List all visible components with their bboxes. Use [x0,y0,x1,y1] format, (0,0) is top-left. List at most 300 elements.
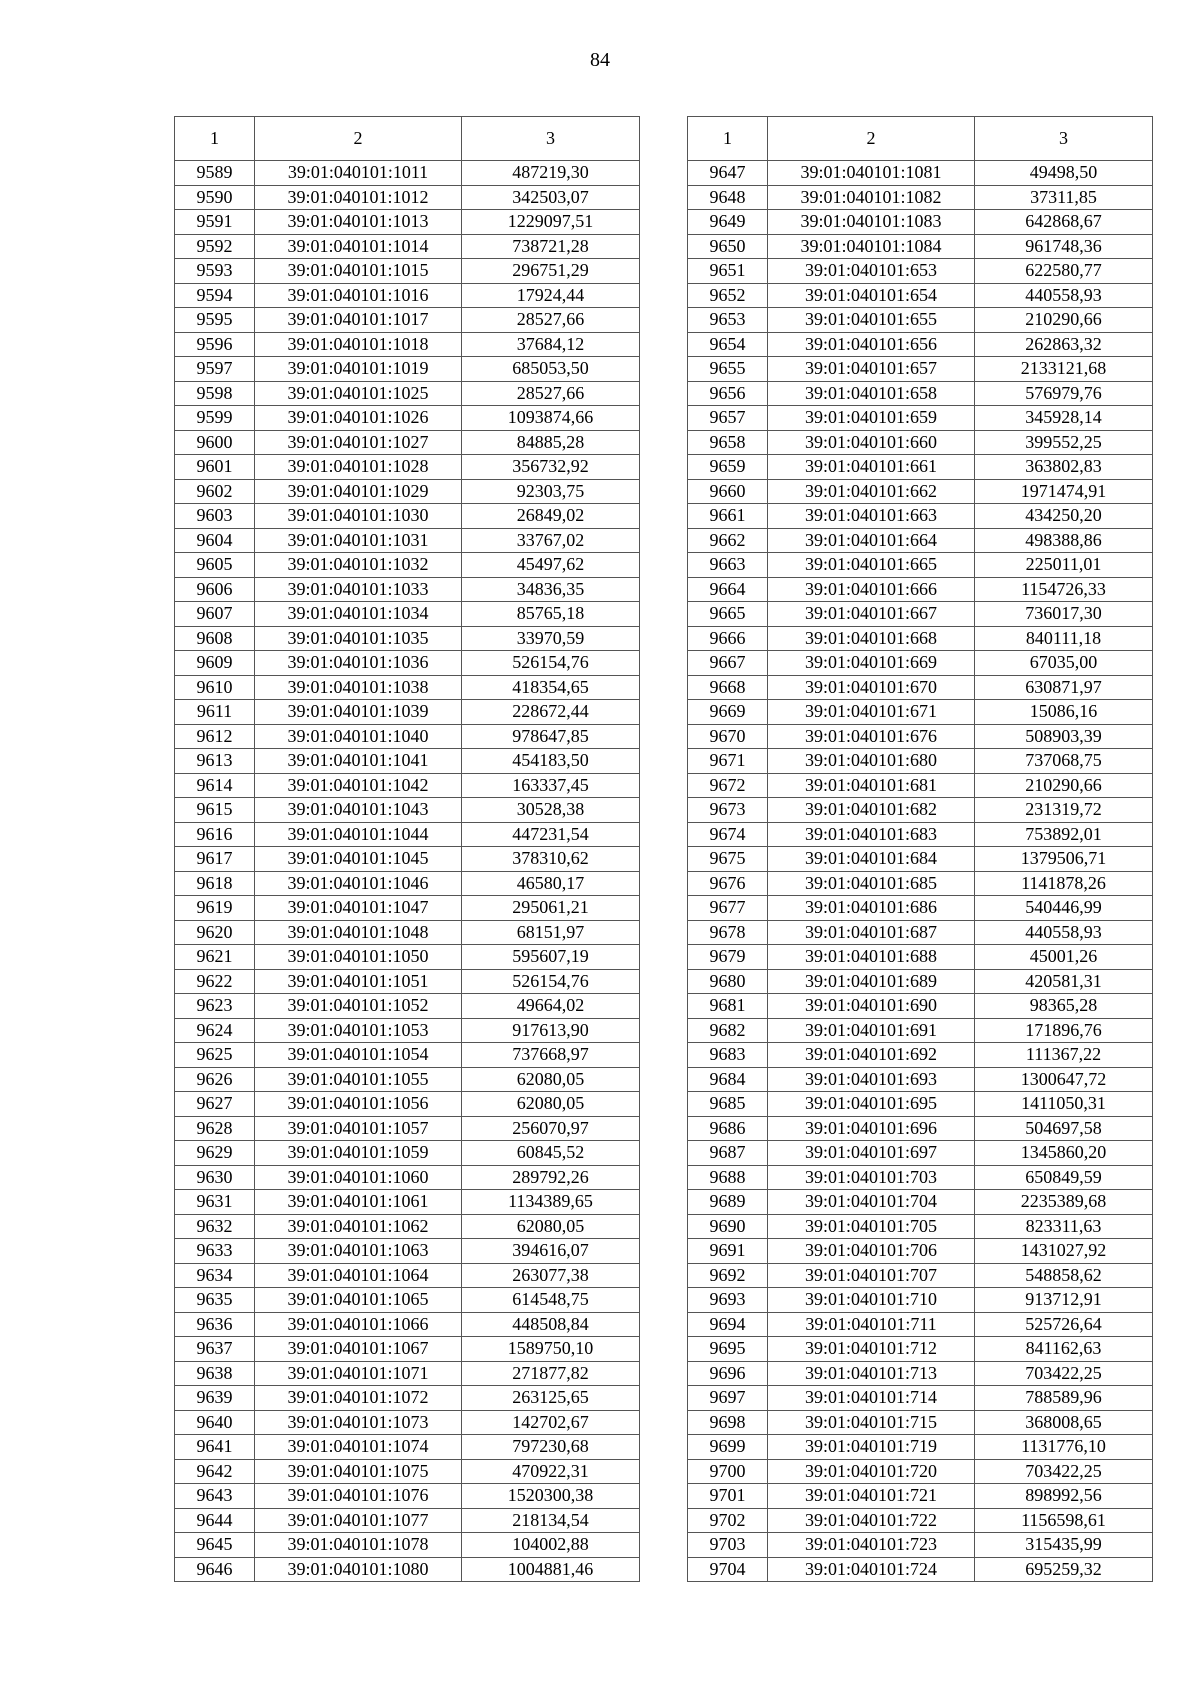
table-row [688,1239,1153,1264]
cell-cadastral-id: 39:01:040101:684 [768,847,975,872]
cell-value: 28527,66 [462,308,640,333]
cell-number: 9602 [175,479,255,504]
table-row [688,675,1153,700]
table-row [688,185,1153,210]
cell-value: 1431027,92 [975,1239,1153,1264]
cell-number: 9667 [688,651,768,676]
cell-cadastral-id: 39:01:040101:1053 [255,1018,462,1043]
cell-value: 378310,62 [462,847,640,872]
cell-cadastral-id: 39:01:040101:1062 [255,1214,462,1239]
cell-value: 163337,45 [462,773,640,798]
cell-cadastral-id: 39:01:040101:1064 [255,1263,462,1288]
cell-number: 9607 [175,602,255,627]
table-row [688,528,1153,553]
table-row [175,675,640,700]
table-row [175,259,640,284]
cell-number: 9593 [175,259,255,284]
cell-cadastral-id: 39:01:040101:1041 [255,749,462,774]
cell-number: 9635 [175,1288,255,1313]
cell-cadastral-id: 39:01:040101:1080 [255,1557,462,1582]
table-row [175,479,640,504]
cell-value: 737068,75 [975,749,1153,774]
table-row [175,234,640,259]
cell-value: 262863,32 [975,332,1153,357]
cell-number: 9629 [175,1141,255,1166]
cell-cadastral-id: 39:01:040101:659 [768,406,975,431]
cell-value: 898992,56 [975,1484,1153,1509]
cell-cadastral-id: 39:01:040101:1055 [255,1067,462,1092]
table-row [175,1410,640,1435]
cell-cadastral-id: 39:01:040101:1012 [255,185,462,210]
table-row [688,234,1153,259]
cell-value: 15086,16 [975,700,1153,725]
cell-cadastral-id: 39:01:040101:662 [768,479,975,504]
cell-cadastral-id: 39:01:040101:1031 [255,528,462,553]
cell-number: 9663 [688,553,768,578]
cell-value: 498388,86 [975,528,1153,553]
table-row [688,847,1153,872]
table-row [175,724,640,749]
cell-cadastral-id: 39:01:040101:683 [768,822,975,847]
cell-cadastral-id: 39:01:040101:1066 [255,1312,462,1337]
cell-number: 9644 [175,1508,255,1533]
cell-value: 418354,65 [462,675,640,700]
cell-value: 753892,01 [975,822,1153,847]
table-row [688,1312,1153,1337]
cell-value: 296751,29 [462,259,640,284]
cell-number: 9668 [688,675,768,700]
cell-number: 9643 [175,1484,255,1509]
cell-number: 9603 [175,504,255,529]
cell-cadastral-id: 39:01:040101:706 [768,1239,975,1264]
cell-cadastral-id: 39:01:040101:1046 [255,871,462,896]
cell-number: 9658 [688,430,768,455]
table-row [688,994,1153,1019]
cell-value: 171896,76 [975,1018,1153,1043]
cell-number: 9609 [175,651,255,676]
table-row [175,1141,640,1166]
cell-cadastral-id: 39:01:040101:705 [768,1214,975,1239]
cell-value: 1131776,10 [975,1435,1153,1460]
table-row [688,945,1153,970]
cell-value: 34836,35 [462,577,640,602]
cell-value: 1093874,66 [462,406,640,431]
cell-cadastral-id: 39:01:040101:668 [768,626,975,651]
table-row [688,479,1153,504]
cell-number: 9654 [688,332,768,357]
table-row [688,455,1153,480]
table-row [175,1557,640,1582]
column-header-value: 3 [975,117,1153,161]
cell-value: 685053,50 [462,357,640,382]
table-row [175,553,640,578]
cell-number: 9618 [175,871,255,896]
cell-cadastral-id: 39:01:040101:1075 [255,1459,462,1484]
cell-cadastral-id: 39:01:040101:704 [768,1190,975,1215]
cell-number: 9692 [688,1263,768,1288]
cell-value: 85765,18 [462,602,640,627]
cell-value: 26849,02 [462,504,640,529]
cell-number: 9685 [688,1092,768,1117]
cell-cadastral-id: 39:01:040101:1019 [255,357,462,382]
cell-value: 342503,07 [462,185,640,210]
table-row [175,847,640,872]
cell-cadastral-id: 39:01:040101:1071 [255,1361,462,1386]
table-row [175,945,640,970]
cell-cadastral-id: 39:01:040101:1074 [255,1435,462,1460]
cell-number: 9666 [688,626,768,651]
cell-number: 9600 [175,430,255,455]
cell-cadastral-id: 39:01:040101:655 [768,308,975,333]
cell-value: 142702,67 [462,1410,640,1435]
table-row [175,430,640,455]
table-row [688,1386,1153,1411]
cell-value: 218134,54 [462,1508,640,1533]
cell-value: 448508,84 [462,1312,640,1337]
cell-cadastral-id: 39:01:040101:1016 [255,283,462,308]
cell-value: 440558,93 [975,920,1153,945]
cell-number: 9627 [175,1092,255,1117]
cell-number: 9659 [688,455,768,480]
cell-number: 9630 [175,1165,255,1190]
cell-number: 9632 [175,1214,255,1239]
cell-value: 788589,96 [975,1386,1153,1411]
cell-value: 736017,30 [975,602,1153,627]
cell-value: 841162,63 [975,1337,1153,1362]
cell-value: 1411050,31 [975,1092,1153,1117]
cell-cadastral-id: 39:01:040101:669 [768,651,975,676]
cell-cadastral-id: 39:01:040101:1029 [255,479,462,504]
cell-cadastral-id: 39:01:040101:1030 [255,504,462,529]
cell-cadastral-id: 39:01:040101:1014 [255,234,462,259]
cell-number: 9661 [688,504,768,529]
table-row [688,1410,1153,1435]
cell-cadastral-id: 39:01:040101:1082 [768,185,975,210]
cell-number: 9606 [175,577,255,602]
cell-number: 9623 [175,994,255,1019]
cell-number: 9671 [688,749,768,774]
table-row [688,406,1153,431]
cell-cadastral-id: 39:01:040101:1072 [255,1386,462,1411]
cell-cadastral-id: 39:01:040101:1042 [255,773,462,798]
column-header-cadastral-id: 2 [255,117,462,161]
table-row [175,1165,640,1190]
cell-number: 9628 [175,1116,255,1141]
cell-cadastral-id: 39:01:040101:1018 [255,332,462,357]
table-row [175,161,640,186]
table-row [175,920,640,945]
cell-number: 9653 [688,308,768,333]
cell-cadastral-id: 39:01:040101:713 [768,1361,975,1386]
table-row [175,210,640,235]
cell-number: 9657 [688,406,768,431]
cell-value: 737668,97 [462,1043,640,1068]
cell-cadastral-id: 39:01:040101:670 [768,675,975,700]
table-row [175,1508,640,1533]
cell-value: 526154,76 [462,969,640,994]
cell-cadastral-id: 39:01:040101:715 [768,1410,975,1435]
cell-number: 9610 [175,675,255,700]
cell-value: 368008,65 [975,1410,1153,1435]
cell-value: 1379506,71 [975,847,1153,872]
cell-number: 9679 [688,945,768,970]
table-row [175,1043,640,1068]
cell-value: 263125,65 [462,1386,640,1411]
cell-value: 231319,72 [975,798,1153,823]
cell-number: 9697 [688,1386,768,1411]
cell-value: 1156598,61 [975,1508,1153,1533]
table-row [688,1484,1153,1509]
cell-number: 9694 [688,1312,768,1337]
table-left [174,116,640,1582]
cell-value: 62080,05 [462,1092,640,1117]
cell-cadastral-id: 39:01:040101:1078 [255,1533,462,1558]
cell-number: 9684 [688,1067,768,1092]
table-right-body [688,161,1153,1582]
cell-value: 695259,32 [975,1557,1153,1582]
table-row [688,357,1153,382]
cell-number: 9622 [175,969,255,994]
cell-number: 9647 [688,161,768,186]
table-row [175,1435,640,1460]
cell-number: 9608 [175,626,255,651]
cell-value: 30528,38 [462,798,640,823]
cell-cadastral-id: 39:01:040101:693 [768,1067,975,1092]
cell-value: 1134389,65 [462,1190,640,1215]
table-row [175,1116,640,1141]
cell-number: 9589 [175,161,255,186]
table-row [688,1043,1153,1068]
table-row [688,773,1153,798]
cell-number: 9619 [175,896,255,921]
cell-cadastral-id: 39:01:040101:695 [768,1092,975,1117]
cell-number: 9664 [688,577,768,602]
cell-cadastral-id: 39:01:040101:1040 [255,724,462,749]
cell-cadastral-id: 39:01:040101:686 [768,896,975,921]
cell-cadastral-id: 39:01:040101:710 [768,1288,975,1313]
cell-number: 9605 [175,553,255,578]
table-row [175,1337,640,1362]
table-left-body [175,161,640,1582]
cell-number: 9686 [688,1116,768,1141]
cell-value: 961748,36 [975,234,1153,259]
cell-value: 526154,76 [462,651,640,676]
table-row [175,185,640,210]
cell-number: 9646 [175,1557,255,1582]
cell-number: 9690 [688,1214,768,1239]
cell-number: 9700 [688,1459,768,1484]
cell-cadastral-id: 39:01:040101:1015 [255,259,462,284]
cell-cadastral-id: 39:01:040101:1036 [255,651,462,676]
table-row [175,994,640,1019]
table-row [175,1092,640,1117]
table-row [175,1312,640,1337]
table-row [688,822,1153,847]
cell-number: 9625 [175,1043,255,1068]
table-row [688,1263,1153,1288]
table-row [688,602,1153,627]
cell-number: 9678 [688,920,768,945]
table-row [175,1361,640,1386]
cell-cadastral-id: 39:01:040101:656 [768,332,975,357]
cell-value: 738721,28 [462,234,640,259]
cell-cadastral-id: 39:01:040101:1026 [255,406,462,431]
table-row [688,161,1153,186]
cell-value: 1520300,38 [462,1484,640,1509]
cell-number: 9592 [175,234,255,259]
cell-cadastral-id: 39:01:040101:691 [768,1018,975,1043]
cell-number: 9691 [688,1239,768,1264]
column-header-cadastral-id: 2 [768,117,975,161]
table-row [688,504,1153,529]
cell-cadastral-id: 39:01:040101:1045 [255,847,462,872]
cell-number: 9612 [175,724,255,749]
cell-number: 9595 [175,308,255,333]
cell-number: 9689 [688,1190,768,1215]
table-row [175,1239,640,1264]
table-row [175,602,640,627]
cell-number: 9701 [688,1484,768,1509]
cell-value: 1300647,72 [975,1067,1153,1092]
cell-cadastral-id: 39:01:040101:1065 [255,1288,462,1313]
cell-value: 49664,02 [462,994,640,1019]
cell-cadastral-id: 39:01:040101:722 [768,1508,975,1533]
cell-value: 487219,30 [462,161,640,186]
cell-value: 548858,62 [975,1263,1153,1288]
cell-value: 228672,44 [462,700,640,725]
cell-cadastral-id: 39:01:040101:1059 [255,1141,462,1166]
cell-number: 9669 [688,700,768,725]
cell-number: 9642 [175,1459,255,1484]
cell-value: 1154726,33 [975,577,1153,602]
cell-value: 440558,93 [975,283,1153,308]
table-row [688,749,1153,774]
cell-cadastral-id: 39:01:040101:1028 [255,455,462,480]
cell-value: 630871,97 [975,675,1153,700]
cell-cadastral-id: 39:01:040101:1034 [255,602,462,627]
cell-cadastral-id: 39:01:040101:712 [768,1337,975,1362]
cell-number: 9615 [175,798,255,823]
cell-value: 356732,92 [462,455,640,480]
cell-value: 111367,22 [975,1043,1153,1068]
table-row [175,1214,640,1239]
cell-value: 256070,97 [462,1116,640,1141]
cell-value: 37684,12 [462,332,640,357]
cell-number: 9637 [175,1337,255,1362]
cell-cadastral-id: 39:01:040101:1056 [255,1092,462,1117]
cell-number: 9639 [175,1386,255,1411]
table-row [688,1018,1153,1043]
cell-number: 9675 [688,847,768,872]
table-row [175,1459,640,1484]
table-row [688,700,1153,725]
cell-value: 434250,20 [975,504,1153,529]
cell-value: 504697,58 [975,1116,1153,1141]
cell-cadastral-id: 39:01:040101:714 [768,1386,975,1411]
cell-value: 210290,66 [975,773,1153,798]
cell-value: 823311,63 [975,1214,1153,1239]
table-row [175,871,640,896]
cell-value: 978647,85 [462,724,640,749]
cell-number: 9604 [175,528,255,553]
cell-number: 9704 [688,1557,768,1582]
table-row [175,1018,640,1043]
cell-number: 9597 [175,357,255,382]
cell-number: 9626 [175,1067,255,1092]
cell-number: 9674 [688,822,768,847]
table-row [175,1190,640,1215]
cell-cadastral-id: 39:01:040101:1060 [255,1165,462,1190]
table-row [175,700,640,725]
header-row [688,117,1153,161]
cell-cadastral-id: 39:01:040101:1073 [255,1410,462,1435]
cell-value: 1004881,46 [462,1557,640,1582]
cell-number: 9631 [175,1190,255,1215]
cell-value: 60845,52 [462,1141,640,1166]
cell-number: 9591 [175,210,255,235]
cell-value: 399552,25 [975,430,1153,455]
cell-value: 45497,62 [462,553,640,578]
cell-cadastral-id: 39:01:040101:707 [768,1263,975,1288]
cell-cadastral-id: 39:01:040101:653 [768,259,975,284]
cell-value: 840111,18 [975,626,1153,651]
cell-cadastral-id: 39:01:040101:690 [768,994,975,1019]
table-row [175,626,640,651]
cell-number: 9702 [688,1508,768,1533]
cell-cadastral-id: 39:01:040101:1051 [255,969,462,994]
table-row [688,896,1153,921]
table-row [688,1116,1153,1141]
cell-cadastral-id: 39:01:040101:1050 [255,945,462,970]
cell-cadastral-id: 39:01:040101:1043 [255,798,462,823]
cell-value: 98365,28 [975,994,1153,1019]
table-row [175,1067,640,1092]
cell-value: 33970,59 [462,626,640,651]
cell-number: 9611 [175,700,255,725]
table-row [688,283,1153,308]
cell-number: 9599 [175,406,255,431]
cell-cadastral-id: 39:01:040101:685 [768,871,975,896]
table-row [688,553,1153,578]
cell-cadastral-id: 39:01:040101:658 [768,381,975,406]
cell-value: 2133121,68 [975,357,1153,382]
table-row [688,430,1153,455]
cell-value: 84885,28 [462,430,640,455]
cell-cadastral-id: 39:01:040101:676 [768,724,975,749]
cell-number: 9620 [175,920,255,945]
table-row [688,724,1153,749]
cell-value: 614548,75 [462,1288,640,1313]
cell-cadastral-id: 39:01:040101:703 [768,1165,975,1190]
cell-cadastral-id: 39:01:040101:1052 [255,994,462,1019]
table-row [688,577,1153,602]
cell-cadastral-id: 39:01:040101:1061 [255,1190,462,1215]
cell-value: 917613,90 [462,1018,640,1043]
cell-value: 315435,99 [975,1533,1153,1558]
cell-number: 9656 [688,381,768,406]
cell-number: 9703 [688,1533,768,1558]
table-row [688,1508,1153,1533]
cell-number: 9601 [175,455,255,480]
cell-cadastral-id: 39:01:040101:1027 [255,430,462,455]
table-row [688,1337,1153,1362]
cell-number: 9594 [175,283,255,308]
cell-number: 9683 [688,1043,768,1068]
cell-value: 447231,54 [462,822,640,847]
cell-cadastral-id: 39:01:040101:1032 [255,553,462,578]
cell-cadastral-id: 39:01:040101:719 [768,1435,975,1460]
cell-number: 9636 [175,1312,255,1337]
